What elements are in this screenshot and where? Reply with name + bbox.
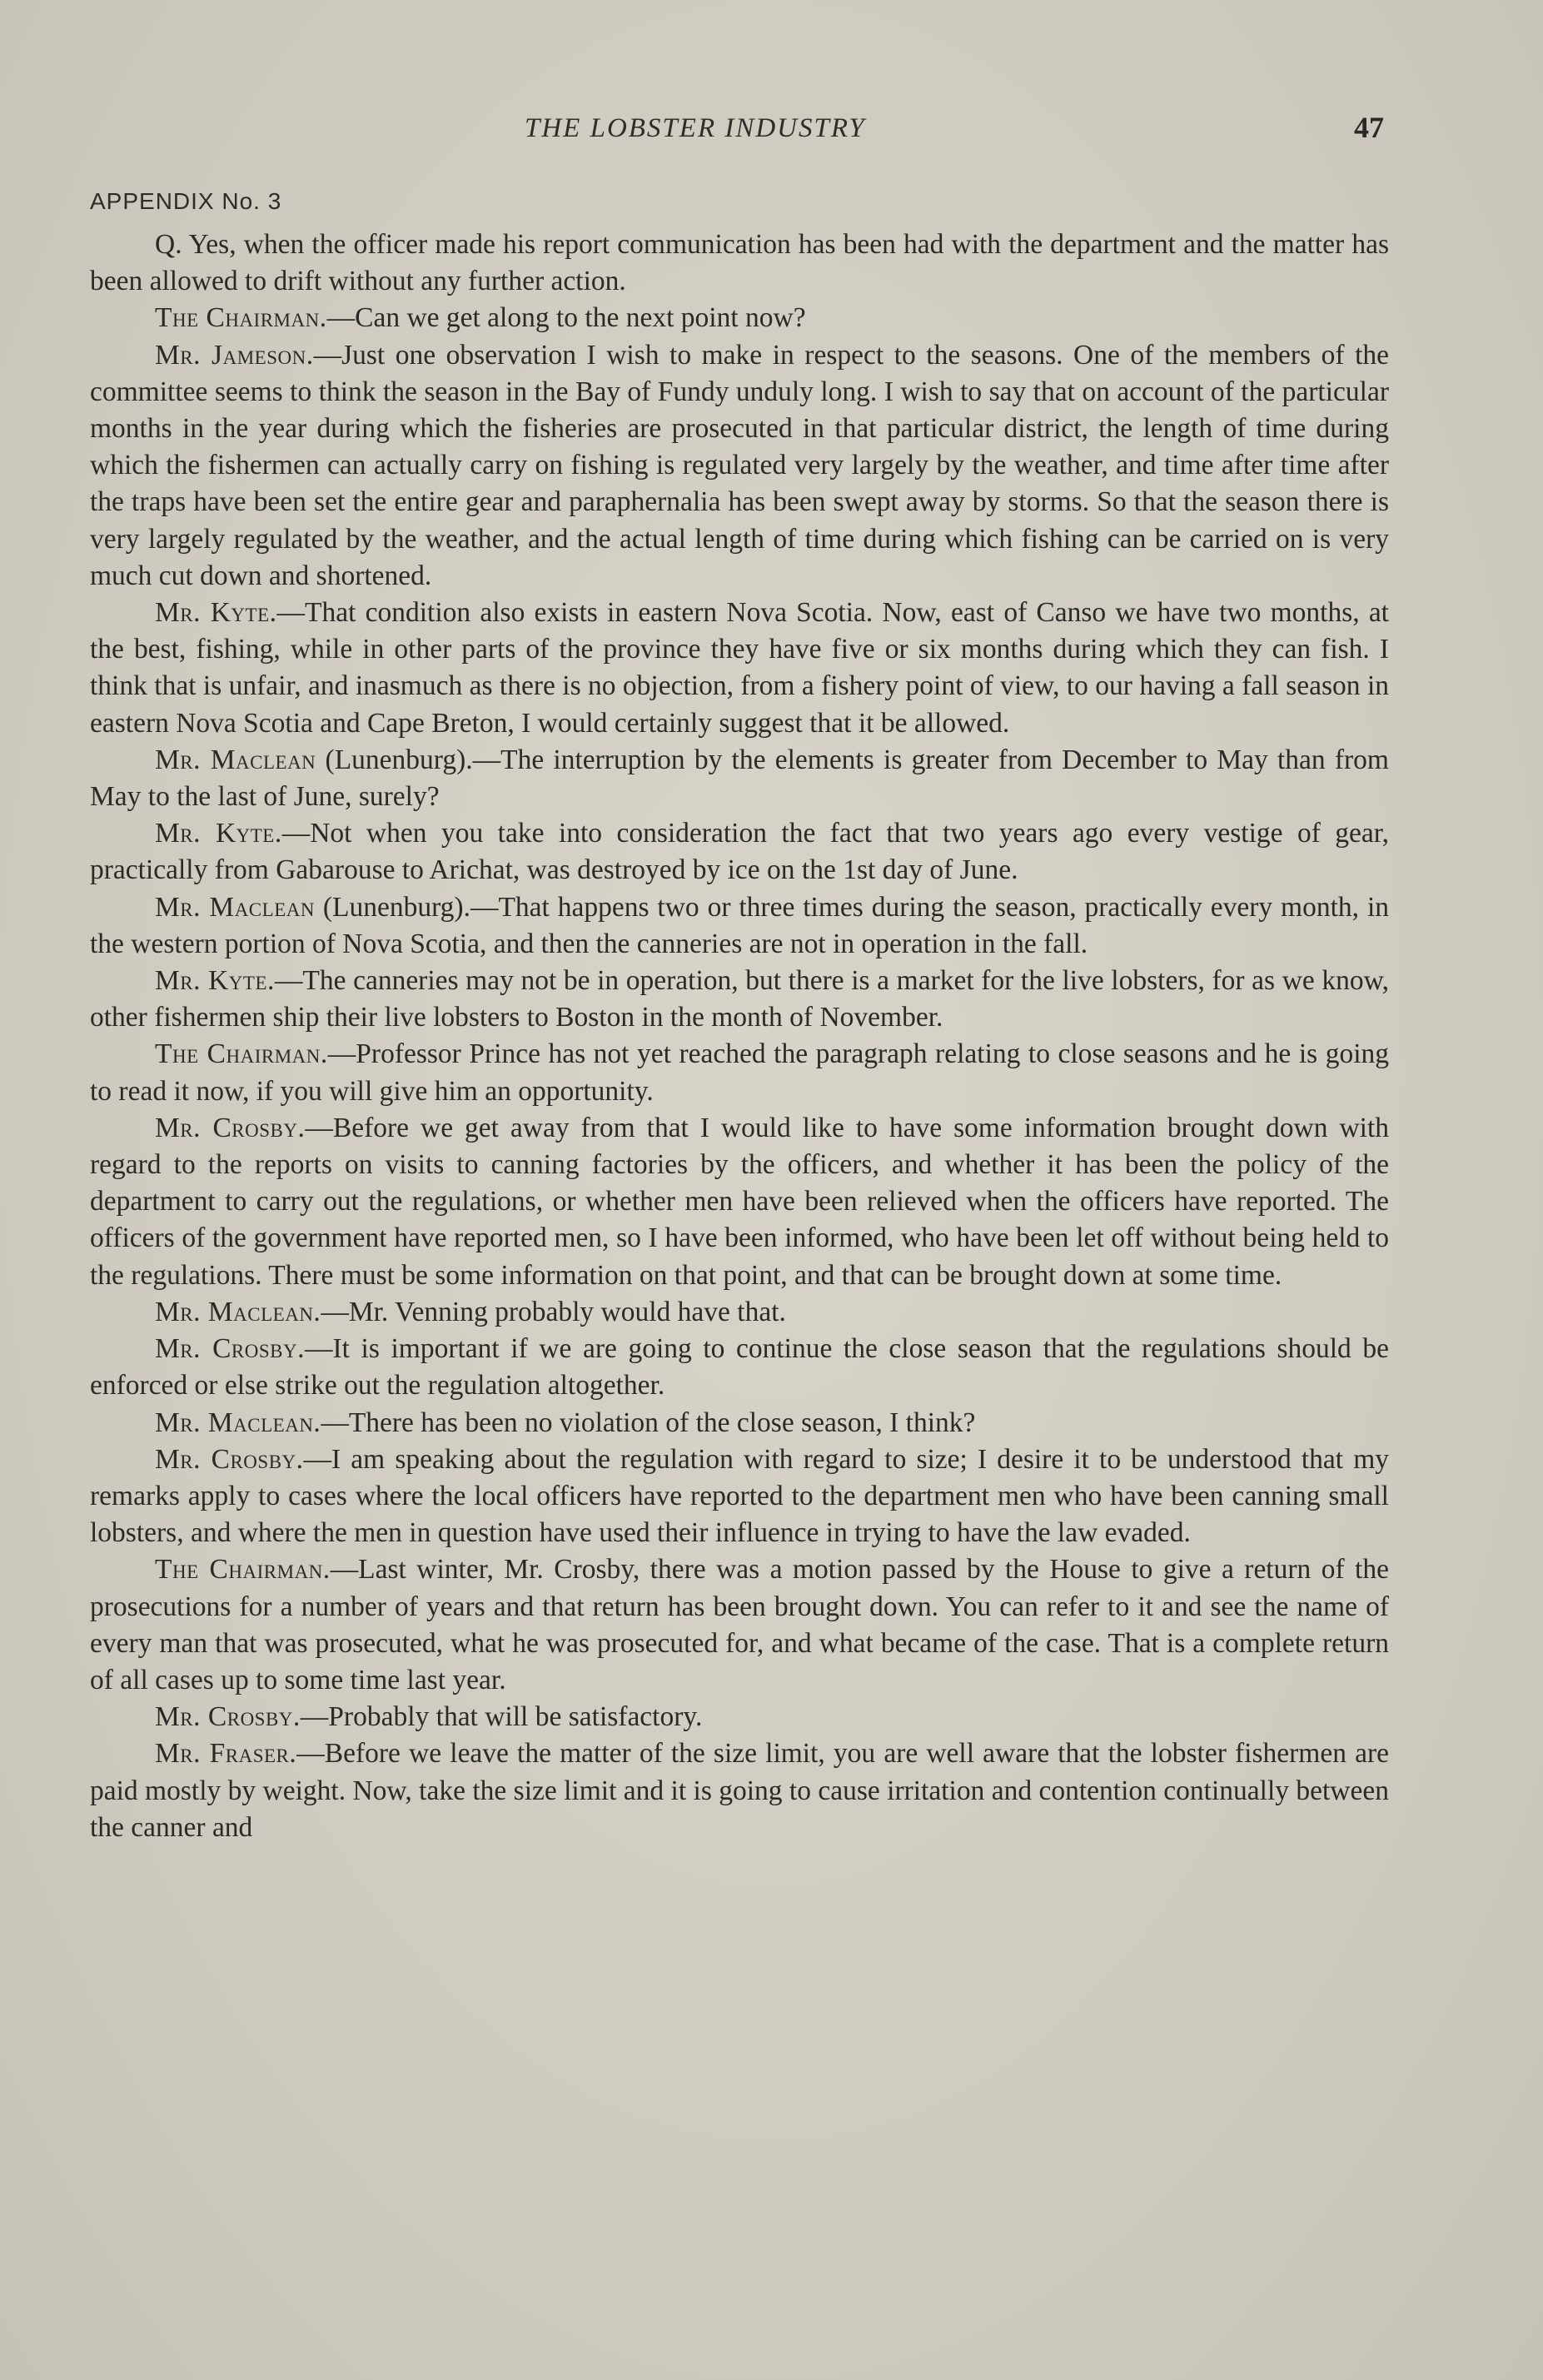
paragraph xyxy=(90,1551,1389,1699)
paragraph xyxy=(90,1735,1389,1846)
paragraph-text: —Mr. Venning probably would have that. xyxy=(321,1296,786,1327)
paragraph xyxy=(90,227,1389,300)
paragraph-text: —Last winter, Mr. Crosby, there was a motion passed by the House to give a return of the prosecutions for a number of years and that return has been brought down. You can refer to it and see the name of every man that was prosecuted, what he was prosecuted for, and what became of the case. That is a complete return of all cases up to some time last year. xyxy=(90,1554,1389,1695)
speaker-name: Mr. Fraser. xyxy=(155,1738,297,1770)
paragraph-text: —I am speaking about the regulation with regard to size; I desire it to be understood that my remarks apply to cases where the local officers have reported to the department men who have been canning small lobsters, and where the men in question have used their influence in trying to have the law evaded. xyxy=(90,1443,1390,1549)
speaker-name: Mr. Kyte. xyxy=(155,818,282,849)
paragraph xyxy=(90,1110,1389,1294)
paragraph-text: —Can we get along to the next point now? xyxy=(326,302,806,334)
paragraph-text: —Not when you take into consideration the fact that two years ago every vestige of gear, practically from Gabarouse to Arichat, was destroyed by ice on the 1st day of June. xyxy=(90,818,1389,886)
speaker-name: Mr. Maclean. xyxy=(155,1296,321,1327)
paragraph xyxy=(90,889,1389,963)
paragraph-text: —Probably that will be satisfactory. xyxy=(300,1701,703,1733)
paragraph xyxy=(90,595,1389,742)
paragraph-text: (Lunenburg).—That happens two or three times during the season, practically every month, in the western portion of Nova Scotia, and then the canneries are not in operation in the fall. xyxy=(90,891,1390,959)
paragraph xyxy=(90,1405,1389,1441)
paragraph xyxy=(90,1036,1389,1109)
paragraph-text: —The canneries may not be in operation, but there is a market for the live lobsters, for as we know, other fishermen ship their live lobsters to Boston in the month of November. xyxy=(90,965,1390,1033)
page-number: 47 xyxy=(1354,111,1384,144)
paragraph xyxy=(90,1331,1389,1404)
speaker-name: Mr. Maclean xyxy=(155,744,316,775)
paragraph xyxy=(90,1294,1389,1331)
transcript-body xyxy=(90,227,1389,1846)
paragraph xyxy=(90,1699,1389,1735)
paragraph-text: —Before we get away from that I would like to have some information brought down with regard to the reports on visits to canning factories by the officers, and whether it has been the policy of the department to carry out the regulations, or whether men have been relieved when the officers have reported. The officers of the government have reported men, so I have been informed, who have been let off without being held to the regulations. There must be some information on that point, and that can be brought down at some time. xyxy=(90,1112,1390,1291)
paragraph-text: —Before we leave the matter of the size limit, you are well aware that the lobster fishermen are paid mostly by weight. Now, take the size limit and it is going to cause irritation and contention continually between the canner and xyxy=(90,1738,1389,1843)
speaker-name: Mr. Crosby. xyxy=(155,1112,306,1143)
paragraph xyxy=(90,1441,1389,1552)
speaker-name: The Chairman. xyxy=(155,1554,331,1586)
speaker-name: Mr. Crosby. xyxy=(155,1443,304,1475)
paragraph-text: —That condition also exists in eastern Nova Scotia. Now, east of Canso we have two months, at the best, fishing, while in other parts of the province they have five or six months during which they can fish. I think that is unfair, and inasmuch as there is no objection, from a fishery point of view, to our having a fall season in eastern Nova Scotia and Cape Breton, I would certainly suggest that it be allowed. xyxy=(90,597,1389,739)
paragraph xyxy=(90,815,1389,889)
speaker-name: Mr. Crosby. xyxy=(155,1333,305,1365)
running-title: THE LOBSTER INDUSTRY xyxy=(525,113,866,143)
speaker-name: Mr. Maclean. xyxy=(155,1407,321,1438)
page-header xyxy=(0,113,1543,155)
speaker-name: Mr. Jameson. xyxy=(155,339,314,371)
speaker-name: Mr. Kyte. xyxy=(155,965,275,997)
speaker-name: The Chairman. xyxy=(155,1038,328,1070)
speaker-name: Mr. Kyte. xyxy=(155,597,277,629)
speaker-name: Mr. Crosby. xyxy=(155,1701,301,1733)
paragraph-text: (Lunenburg).—The interruption by the elements is greater from December to May than from May to the last of June, surely? xyxy=(90,744,1389,813)
paragraph-text: —Professor Prince has not yet reached the paragraph relating to close seasons and he is going to read it now, if you will give him an opportunity. xyxy=(90,1038,1390,1107)
paragraph xyxy=(90,742,1389,815)
paragraph xyxy=(90,963,1389,1036)
paragraph-text: —There has been no violation of the close season, I think? xyxy=(321,1407,976,1438)
speaker-name: The Chairman. xyxy=(155,302,327,334)
paragraph xyxy=(90,337,1389,595)
paragraph-text: —Just one observation I wish to make in respect to the seasons. One of the members of the committee seems to think the season in the Bay of Fundy unduly long. I wish to say that on account of the particular months in the year during which the fisheries are prosecuted in that particular district, the length of time during which the fishermen can actually carry on fishing is regulated very largely by the weather, and time after time after the traps have been set the entire gear and paraphernalia has been swept away by storms. So that the season there is very largely regulated by the weather, and the actual length of time during which fishing can be carried on is very much cut down and shortened. xyxy=(90,339,1389,591)
speaker-name: Mr. Maclean xyxy=(155,891,315,923)
paragraph xyxy=(90,300,1389,336)
appendix-label: APPENDIX No. 3 xyxy=(90,188,282,214)
paragraph-text: —It is important if we are going to continue the close season that the regulations should be enforced or else strike out the regulation altogether. xyxy=(90,1333,1389,1402)
paragraph-text: Q. Yes, when the officer made his report communication has been had with the department and the matter has been allowed to drift without any further action. xyxy=(90,229,1389,297)
